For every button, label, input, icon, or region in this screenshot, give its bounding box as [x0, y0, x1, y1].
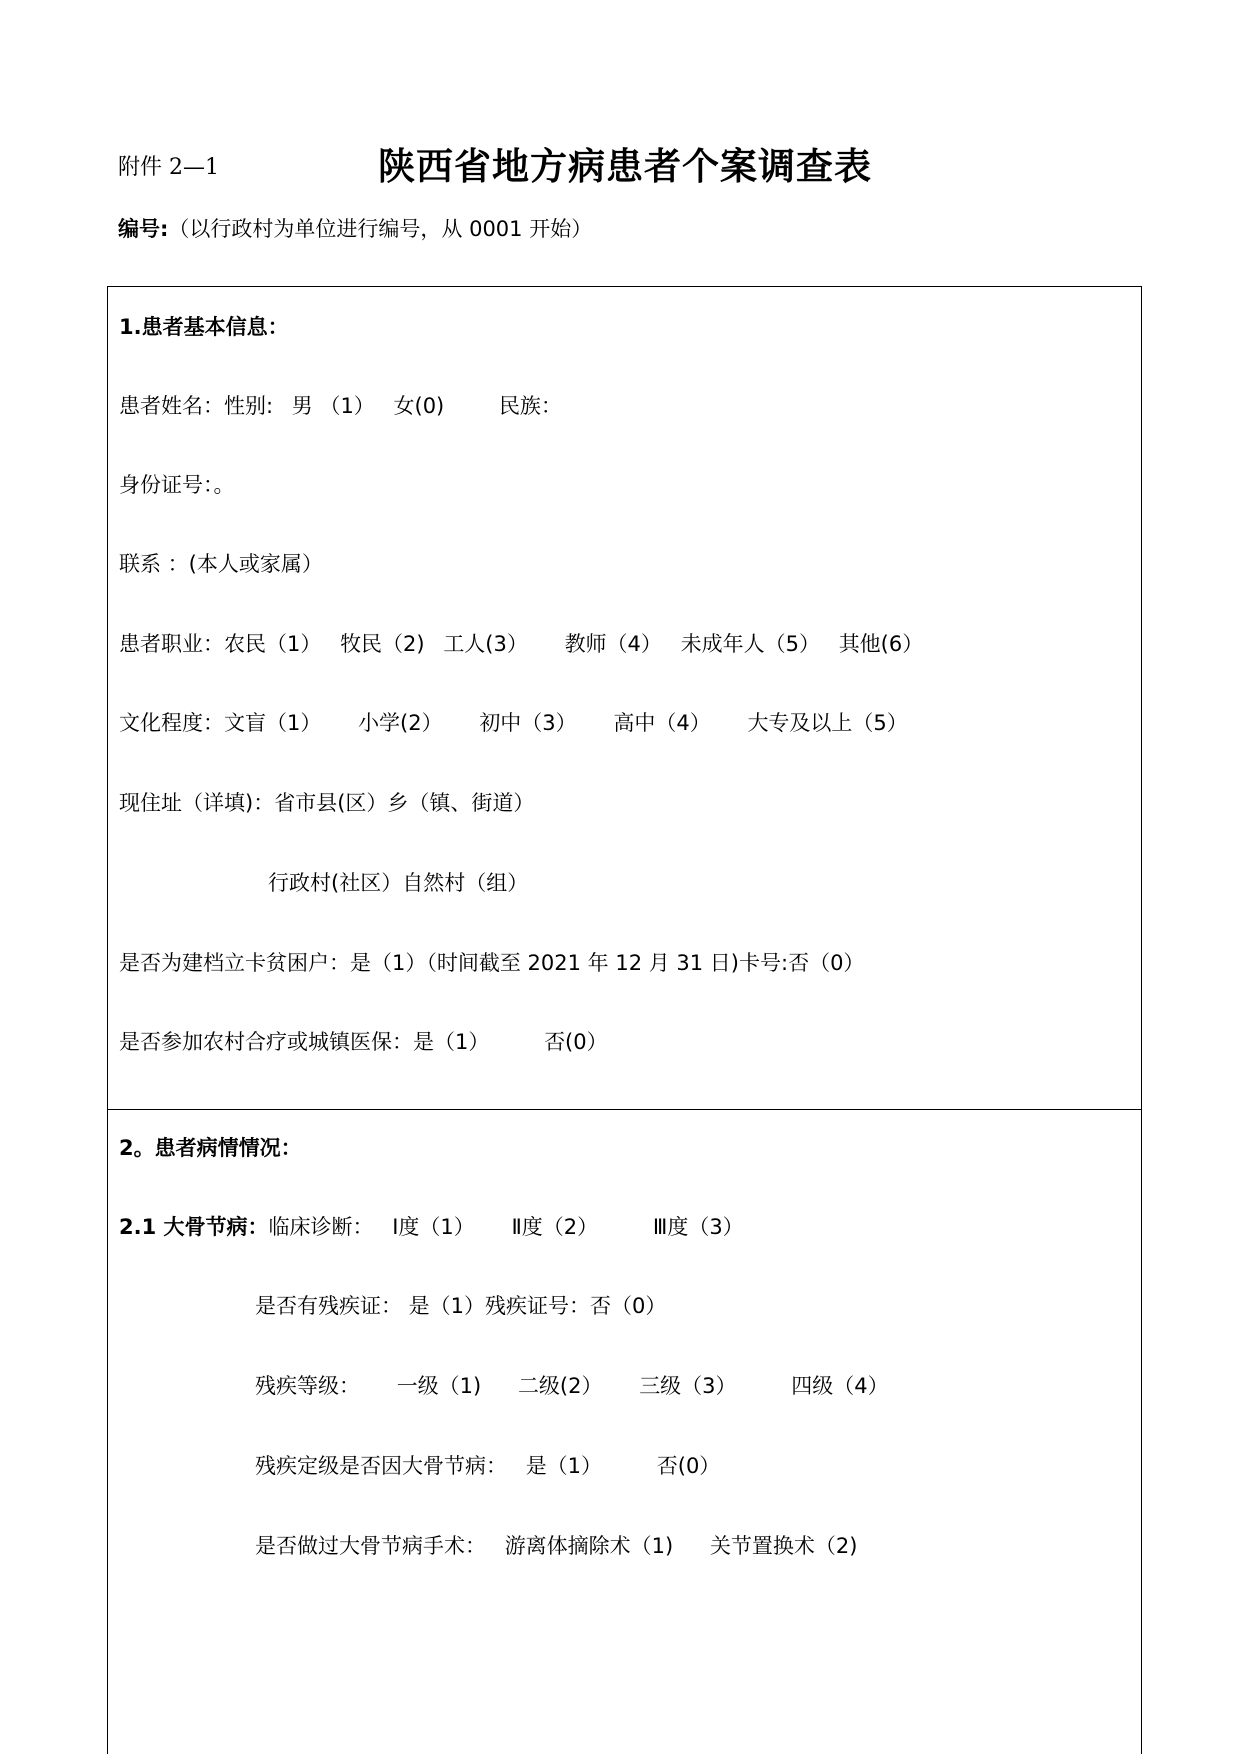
disability-cause-label: 残疾定级是否因大骨节病： [255, 1454, 507, 1478]
education-option[interactable]: 小学(2） [358, 711, 443, 735]
surgery-label: 是否做过大骨节病手术： [255, 1534, 486, 1558]
disability-level-option[interactable]: 四级（4） [791, 1374, 889, 1398]
poverty-household-row: 是否为建档立卡贫困户：是（1）（时间截至 2021 年 12 月 31 日)卡号:否（0） [119, 951, 865, 975]
contact-label: 联系 ：(本人或家属） [119, 552, 323, 576]
disability-level-option[interactable]: 一级（1) [396, 1374, 482, 1398]
occupation-option[interactable]: 未成年人（5） [680, 632, 820, 656]
disability-level-option[interactable]: 二级(2） [517, 1374, 603, 1398]
survey-form [107, 286, 1142, 1754]
education-option[interactable]: 大专及以上（5） [747, 711, 908, 735]
occupation-option[interactable]: 工人(3） [443, 632, 528, 656]
occupation-label: 患者职业： [119, 632, 224, 656]
occupation-option[interactable]: 其他(6） [838, 632, 924, 656]
diagnosis-option[interactable]: Ⅲ度（3） [652, 1215, 744, 1239]
education-option[interactable]: 初中（3） [479, 711, 577, 735]
address-line-1: 现住址（详填)：省市县(区）乡（镇、街道） [119, 791, 535, 815]
number-label: 编号: [118, 217, 169, 241]
section2-heading: 2。患者病情情况： [119, 1136, 302, 1160]
number-line [118, 213, 592, 243]
kbd-diagnosis-row [119, 1211, 744, 1241]
diagnosis-option[interactable]: Ⅰ度（1） [392, 1215, 475, 1239]
address-line-2: 行政村(社区）自然村（组） [268, 871, 529, 895]
gender-label: 性别: [224, 394, 274, 418]
attachment-label: 附件 2—1 [118, 155, 219, 180]
disability-level-row [255, 1370, 889, 1400]
disability-cert-row: 是否有残疾证： 是（1）残疾证号：否（0） [255, 1294, 667, 1318]
surgery-option[interactable]: 关节置换术（2) [709, 1534, 858, 1558]
kbd-label: 2.1 大骨节病： [119, 1215, 269, 1239]
education-row [119, 707, 908, 737]
education-option[interactable]: 高中（4） [613, 711, 711, 735]
disability-cause-no-option[interactable]: 否(0） [656, 1454, 721, 1478]
section1-heading: 1.患者基本信息： [119, 315, 289, 339]
occupation-option[interactable]: 农民（1） [224, 632, 322, 656]
insurance-no-option[interactable]: 否(0） [544, 1030, 608, 1054]
occupation-row [119, 628, 923, 658]
surgery-row [255, 1530, 858, 1560]
section-divider [108, 1109, 1141, 1110]
id-number-label: 身份证号：。 [119, 473, 235, 497]
diagnosis-option[interactable]: Ⅱ度（2） [511, 1215, 599, 1239]
diagnosis-label: 临床诊断： [268, 1215, 374, 1239]
name-gender-row [119, 390, 562, 420]
ethnicity-label: 民族： [498, 394, 562, 418]
insurance-yes-option[interactable]: 是（1） [413, 1030, 490, 1054]
surgery-option[interactable]: 游离体摘除术（1) [504, 1534, 674, 1558]
disability-cause-row [255, 1450, 720, 1480]
insurance-row [119, 1026, 608, 1056]
disability-level-label: 残疾等级： [255, 1374, 360, 1398]
occupation-option[interactable]: 教师（4） [564, 632, 662, 656]
education-option[interactable]: 文盲（1） [224, 711, 322, 735]
insurance-label: 是否参加农村合疗或城镇医保： [119, 1030, 413, 1054]
page-title: 陕西省地方病患者个案调查表 [378, 144, 872, 188]
education-label: 文化程度： [119, 711, 224, 735]
disability-cause-yes-option[interactable]: 是（1） [525, 1454, 603, 1478]
gender-female-option[interactable]: 女(0) [393, 394, 445, 418]
number-note: （以行政村为单位进行编号，从 0001 开始） [168, 217, 593, 241]
name-label: 患者姓名： [119, 394, 224, 418]
disability-level-option[interactable]: 三级（3） [639, 1374, 737, 1398]
occupation-option[interactable]: 牧民（2) [340, 632, 425, 656]
gender-male-option[interactable]: 男 （1） [291, 394, 375, 418]
